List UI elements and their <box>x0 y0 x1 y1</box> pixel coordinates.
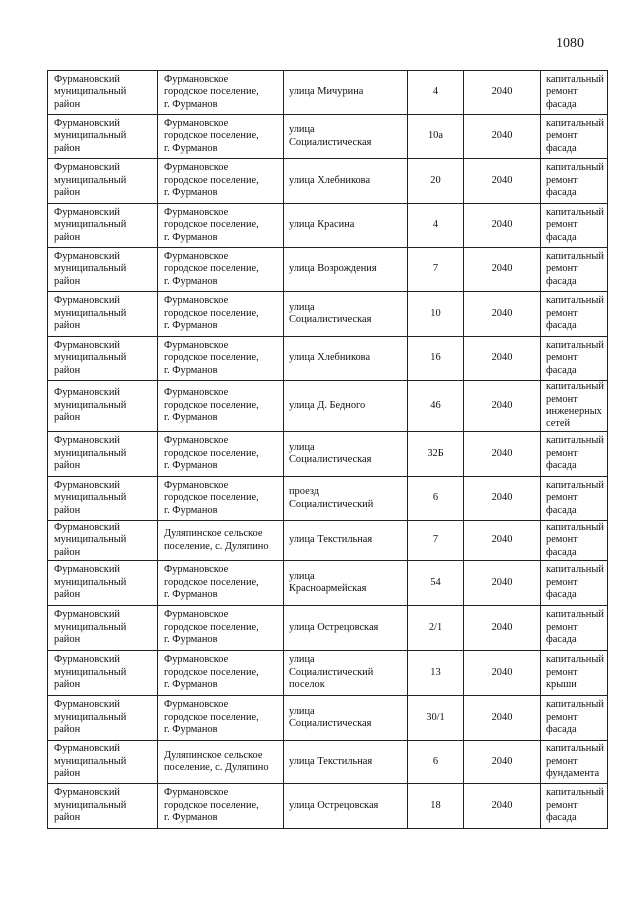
street-cell <box>284 606 408 651</box>
year-cell <box>464 381 541 432</box>
table-row <box>48 115 608 159</box>
table-row <box>48 561 608 606</box>
settlement-cell-text: Дуляпинское сельское поселение, с. Дуляпино <box>164 528 269 552</box>
settlement-cell-text: Фурмановское городское поселение, г. Фурманов <box>164 654 259 691</box>
district-cell <box>48 741 158 784</box>
street-cell <box>284 115 408 159</box>
settlement-cell <box>158 741 284 784</box>
year-cell-text: 2040 <box>491 399 513 411</box>
street-cell-text: улица Д. Бедного <box>289 399 366 411</box>
settlement-cell-text: Фурмановское городское поселение, г. Фурманов <box>164 117 259 154</box>
settlement-cell <box>158 784 284 829</box>
street-cell-text: улица Мичурина <box>289 86 364 98</box>
work-type-cell-text: капитальный ремонт фундамента <box>546 743 604 780</box>
street-cell-text: улица Возрождения <box>289 263 377 275</box>
settlement-cell <box>158 248 284 292</box>
district-cell-text: Фурмановский муниципальный район <box>54 564 127 601</box>
work-type-cell <box>541 606 608 651</box>
table-row <box>48 292 608 337</box>
work-type-cell-text: капитальный ремонт фасада <box>546 117 604 154</box>
year-cell-text: 2040 <box>491 534 513 546</box>
year-cell-text: 2040 <box>491 86 513 98</box>
settlement-cell <box>158 432 284 477</box>
district-cell <box>48 606 158 651</box>
work-type-cell-text: капитальный ремонт инженерных сетей <box>546 381 604 430</box>
house-number-cell-text: 32Б <box>427 447 444 459</box>
work-type-cell <box>541 204 608 248</box>
street-cell <box>284 741 408 784</box>
house-number-cell <box>408 784 464 829</box>
work-type-cell-text: капитальный ремонт фасада <box>546 564 604 601</box>
settlement-cell-text: Фурмановское городское поселение, г. Фурманов <box>164 387 259 424</box>
work-type-cell <box>541 71 608 115</box>
house-number-cell-text: 13 <box>430 666 441 678</box>
settlement-cell-text: Фурмановское городское поселение, г. Фурманов <box>164 250 259 287</box>
district-cell-text: Фурмановский муниципальный район <box>54 206 127 243</box>
street-cell-text: улица Красина <box>289 219 355 231</box>
house-number-cell <box>408 606 464 651</box>
street-cell-text: проезд Социалистический <box>289 486 374 510</box>
district-cell-text: Фурмановский муниципальный район <box>54 73 127 110</box>
street-cell <box>284 248 408 292</box>
house-number-cell <box>408 432 464 477</box>
house-number-cell-text: 54 <box>430 576 441 588</box>
work-type-cell-text: капитальный ремонт фасада <box>546 295 604 332</box>
district-cell-text: Фурмановский муниципальный район <box>54 787 127 824</box>
street-cell <box>284 477 408 521</box>
settlement-cell <box>158 521 284 561</box>
house-number-cell-text: 46 <box>430 399 441 411</box>
settlement-cell-text: Фурмановское городское поселение, г. Фурманов <box>164 787 259 824</box>
year-cell <box>464 784 541 829</box>
year-cell-text: 2040 <box>491 352 513 364</box>
year-cell-text: 2040 <box>491 711 513 723</box>
street-cell-text: улица Текстильная <box>289 534 373 546</box>
work-type-cell-text: капитальный ремонт фасада <box>546 250 604 287</box>
table-row <box>48 477 608 521</box>
table-body <box>48 71 608 829</box>
house-number-cell-text: 20 <box>430 174 441 186</box>
table-row <box>48 432 608 477</box>
settlement-cell-text: Фурмановское городское поселение, г. Фурманов <box>164 206 259 243</box>
district-cell <box>48 71 158 115</box>
street-cell-text: улица Острецовская <box>289 799 379 811</box>
district-cell-text: Фурмановский муниципальный район <box>54 435 127 472</box>
work-type-cell-text: капитальный ремонт фасада <box>546 162 604 199</box>
year-cell-text: 2040 <box>491 130 513 142</box>
district-cell <box>48 337 158 381</box>
table-row <box>48 204 608 248</box>
district-cell <box>48 159 158 204</box>
settlement-cell <box>158 381 284 432</box>
house-number-cell <box>408 381 464 432</box>
house-number-cell <box>408 696 464 741</box>
street-cell-text: улица Социалистическая <box>289 441 372 465</box>
street-cell-text: улица Хлебникова <box>289 174 371 186</box>
district-cell-text: Фурмановский муниципальный район <box>54 295 127 332</box>
street-cell-text: улица Социалистическая <box>289 124 372 148</box>
district-cell-text: Фурмановский муниципальный район <box>54 162 127 199</box>
year-cell <box>464 292 541 337</box>
street-cell-text: улица Текстильная <box>289 755 373 767</box>
year-cell <box>464 696 541 741</box>
settlement-cell <box>158 292 284 337</box>
year-cell <box>464 248 541 292</box>
settlement-cell-text: Фурмановское городское поселение, г. Фурманов <box>164 479 259 516</box>
district-cell <box>48 115 158 159</box>
work-type-cell <box>541 115 608 159</box>
district-cell <box>48 248 158 292</box>
district-cell <box>48 381 158 432</box>
house-number-cell <box>408 521 464 561</box>
house-number-cell <box>408 71 464 115</box>
work-type-cell <box>541 521 608 561</box>
year-cell <box>464 432 541 477</box>
settlement-cell <box>158 561 284 606</box>
work-type-cell <box>541 159 608 204</box>
house-number-cell-text: 16 <box>430 352 441 364</box>
street-cell <box>284 159 408 204</box>
work-type-cell <box>541 477 608 521</box>
year-cell <box>464 477 541 521</box>
settlement-cell-text: Фурмановское городское поселение, г. Фурманов <box>164 162 259 199</box>
district-cell-text: Фурмановский муниципальный район <box>54 387 127 424</box>
district-cell-text: Фурмановский муниципальный район <box>54 743 127 780</box>
year-cell <box>464 71 541 115</box>
year-cell-text: 2040 <box>491 799 513 811</box>
year-cell <box>464 741 541 784</box>
year-cell <box>464 521 541 561</box>
street-cell <box>284 381 408 432</box>
district-cell <box>48 477 158 521</box>
work-type-cell-text: капитальный ремонт фасада <box>546 435 604 472</box>
work-type-cell-text: капитальный ремонт фасада <box>546 479 604 516</box>
district-cell <box>48 204 158 248</box>
table-row <box>48 159 608 204</box>
work-type-cell <box>541 381 608 432</box>
street-cell <box>284 432 408 477</box>
settlement-cell-text: Фурмановское городское поселение, г. Фурманов <box>164 339 259 376</box>
settlement-cell <box>158 606 284 651</box>
work-type-cell <box>541 784 608 829</box>
year-cell <box>464 159 541 204</box>
table-row <box>48 521 608 561</box>
street-cell <box>284 696 408 741</box>
settlement-cell-text: Фурмановское городское поселение, г. Фурманов <box>164 699 259 736</box>
work-type-cell <box>541 292 608 337</box>
work-type-cell-text: капитальный ремонт фасада <box>546 609 604 646</box>
year-cell <box>464 204 541 248</box>
house-number-cell-text: 10а <box>427 130 443 142</box>
house-number-cell <box>408 248 464 292</box>
settlement-cell-text: Фурмановское городское поселение, г. Фурманов <box>164 435 259 472</box>
year-cell <box>464 337 541 381</box>
street-cell-text: улица Социалистическая <box>289 301 372 325</box>
house-number-cell <box>408 204 464 248</box>
district-cell <box>48 292 158 337</box>
work-type-cell-text: капитальный ремонт фасада <box>546 699 604 736</box>
settlement-cell-text: Фурмановское городское поселение, г. Фурманов <box>164 609 259 646</box>
district-cell <box>48 521 158 561</box>
year-cell-text: 2040 <box>491 576 513 588</box>
street-cell <box>284 337 408 381</box>
district-cell <box>48 432 158 477</box>
house-number-cell-text: 7 <box>432 263 439 275</box>
work-type-cell-text: капитальный ремонт фасада <box>546 339 604 376</box>
street-cell-text: улица Острецовская <box>289 621 379 633</box>
house-number-cell <box>408 115 464 159</box>
work-type-cell-text: капитальный ремонт фасада <box>546 206 604 243</box>
year-cell-text: 2040 <box>491 219 513 231</box>
house-number-cell-text: 10 <box>430 307 441 319</box>
settlement-cell <box>158 696 284 741</box>
street-cell-text: улица Хлебникова <box>289 352 371 364</box>
table-row <box>48 606 608 651</box>
house-number-cell <box>408 477 464 521</box>
house-number-cell <box>408 159 464 204</box>
year-cell <box>464 115 541 159</box>
repair-schedule-table <box>47 70 608 829</box>
street-cell <box>284 651 408 696</box>
work-type-cell <box>541 651 608 696</box>
house-number-cell <box>408 651 464 696</box>
street-cell-text: улица Социалистическая <box>289 705 372 729</box>
table-row <box>48 381 608 432</box>
settlement-cell <box>158 337 284 381</box>
settlement-cell <box>158 651 284 696</box>
house-number-cell-text: 18 <box>430 799 441 811</box>
work-type-cell <box>541 337 608 381</box>
street-cell <box>284 204 408 248</box>
district-cell-text: Фурмановский муниципальный район <box>54 521 127 558</box>
year-cell-text: 2040 <box>491 666 513 678</box>
table-row <box>48 71 608 115</box>
page-number: 1080 <box>556 36 584 51</box>
settlement-cell <box>158 115 284 159</box>
street-cell <box>284 521 408 561</box>
settlement-cell <box>158 159 284 204</box>
work-type-cell-text: капитальный ремонт крыши <box>546 654 604 691</box>
street-cell-text: улица Красноармейская <box>289 570 367 594</box>
table-row <box>48 337 608 381</box>
work-type-cell <box>541 741 608 784</box>
year-cell-text: 2040 <box>491 307 513 319</box>
district-cell-text: Фурмановский муниципальный район <box>54 699 127 736</box>
year-cell <box>464 651 541 696</box>
street-cell <box>284 292 408 337</box>
settlement-cell-text: Фурмановское городское поселение, г. Фурманов <box>164 73 259 110</box>
house-number-cell-text: 30/1 <box>426 711 445 723</box>
table-row <box>48 651 608 696</box>
settlement-cell-text: Фурмановское городское поселение, г. Фурманов <box>164 295 259 332</box>
district-cell <box>48 651 158 696</box>
year-cell <box>464 561 541 606</box>
work-type-cell <box>541 696 608 741</box>
year-cell <box>464 606 541 651</box>
street-cell <box>284 71 408 115</box>
house-number-cell-text: 4 <box>432 86 439 98</box>
table-row <box>48 696 608 741</box>
year-cell-text: 2040 <box>491 755 513 767</box>
work-type-cell-text: капитальный ремонт фасада <box>546 787 604 824</box>
house-number-cell <box>408 741 464 784</box>
settlement-cell <box>158 477 284 521</box>
work-type-cell <box>541 248 608 292</box>
district-cell <box>48 696 158 741</box>
street-cell-text: улица Социалистический поселок <box>289 654 374 691</box>
table-row <box>48 784 608 829</box>
house-number-cell <box>408 337 464 381</box>
house-number-cell-text: 6 <box>432 492 439 504</box>
house-number-cell-text: 7 <box>432 534 439 546</box>
district-cell-text: Фурмановский муниципальный район <box>54 250 127 287</box>
district-cell <box>48 784 158 829</box>
house-number-cell <box>408 292 464 337</box>
year-cell-text: 2040 <box>491 174 513 186</box>
settlement-cell <box>158 71 284 115</box>
district-cell-text: Фурмановский муниципальный район <box>54 654 127 691</box>
street-cell <box>284 561 408 606</box>
district-cell <box>48 561 158 606</box>
work-type-cell <box>541 432 608 477</box>
settlement-cell-text: Дуляпинское сельское поселение, с. Дуляпино <box>164 749 269 773</box>
year-cell-text: 2040 <box>491 263 513 275</box>
district-cell-text: Фурмановский муниципальный район <box>54 609 127 646</box>
work-type-cell-text: капитальный ремонт фасада <box>546 73 604 110</box>
street-cell <box>284 784 408 829</box>
district-cell-text: Фурмановский муниципальный район <box>54 339 127 376</box>
house-number-cell-text: 6 <box>432 755 439 767</box>
district-cell-text: Фурмановский муниципальный район <box>54 117 127 154</box>
work-type-cell <box>541 561 608 606</box>
table-row <box>48 741 608 784</box>
work-type-cell-text: капитальный ремонт фасада <box>546 521 604 558</box>
settlement-cell-text: Фурмановское городское поселение, г. Фурманов <box>164 564 259 601</box>
year-cell-text: 2040 <box>491 621 513 633</box>
table-row <box>48 248 608 292</box>
house-number-cell-text: 2/1 <box>428 621 443 633</box>
year-cell-text: 2040 <box>491 492 513 504</box>
house-number-cell-text: 4 <box>432 219 439 231</box>
district-cell-text: Фурмановский муниципальный район <box>54 479 127 516</box>
house-number-cell <box>408 561 464 606</box>
year-cell-text: 2040 <box>491 447 513 459</box>
settlement-cell <box>158 204 284 248</box>
